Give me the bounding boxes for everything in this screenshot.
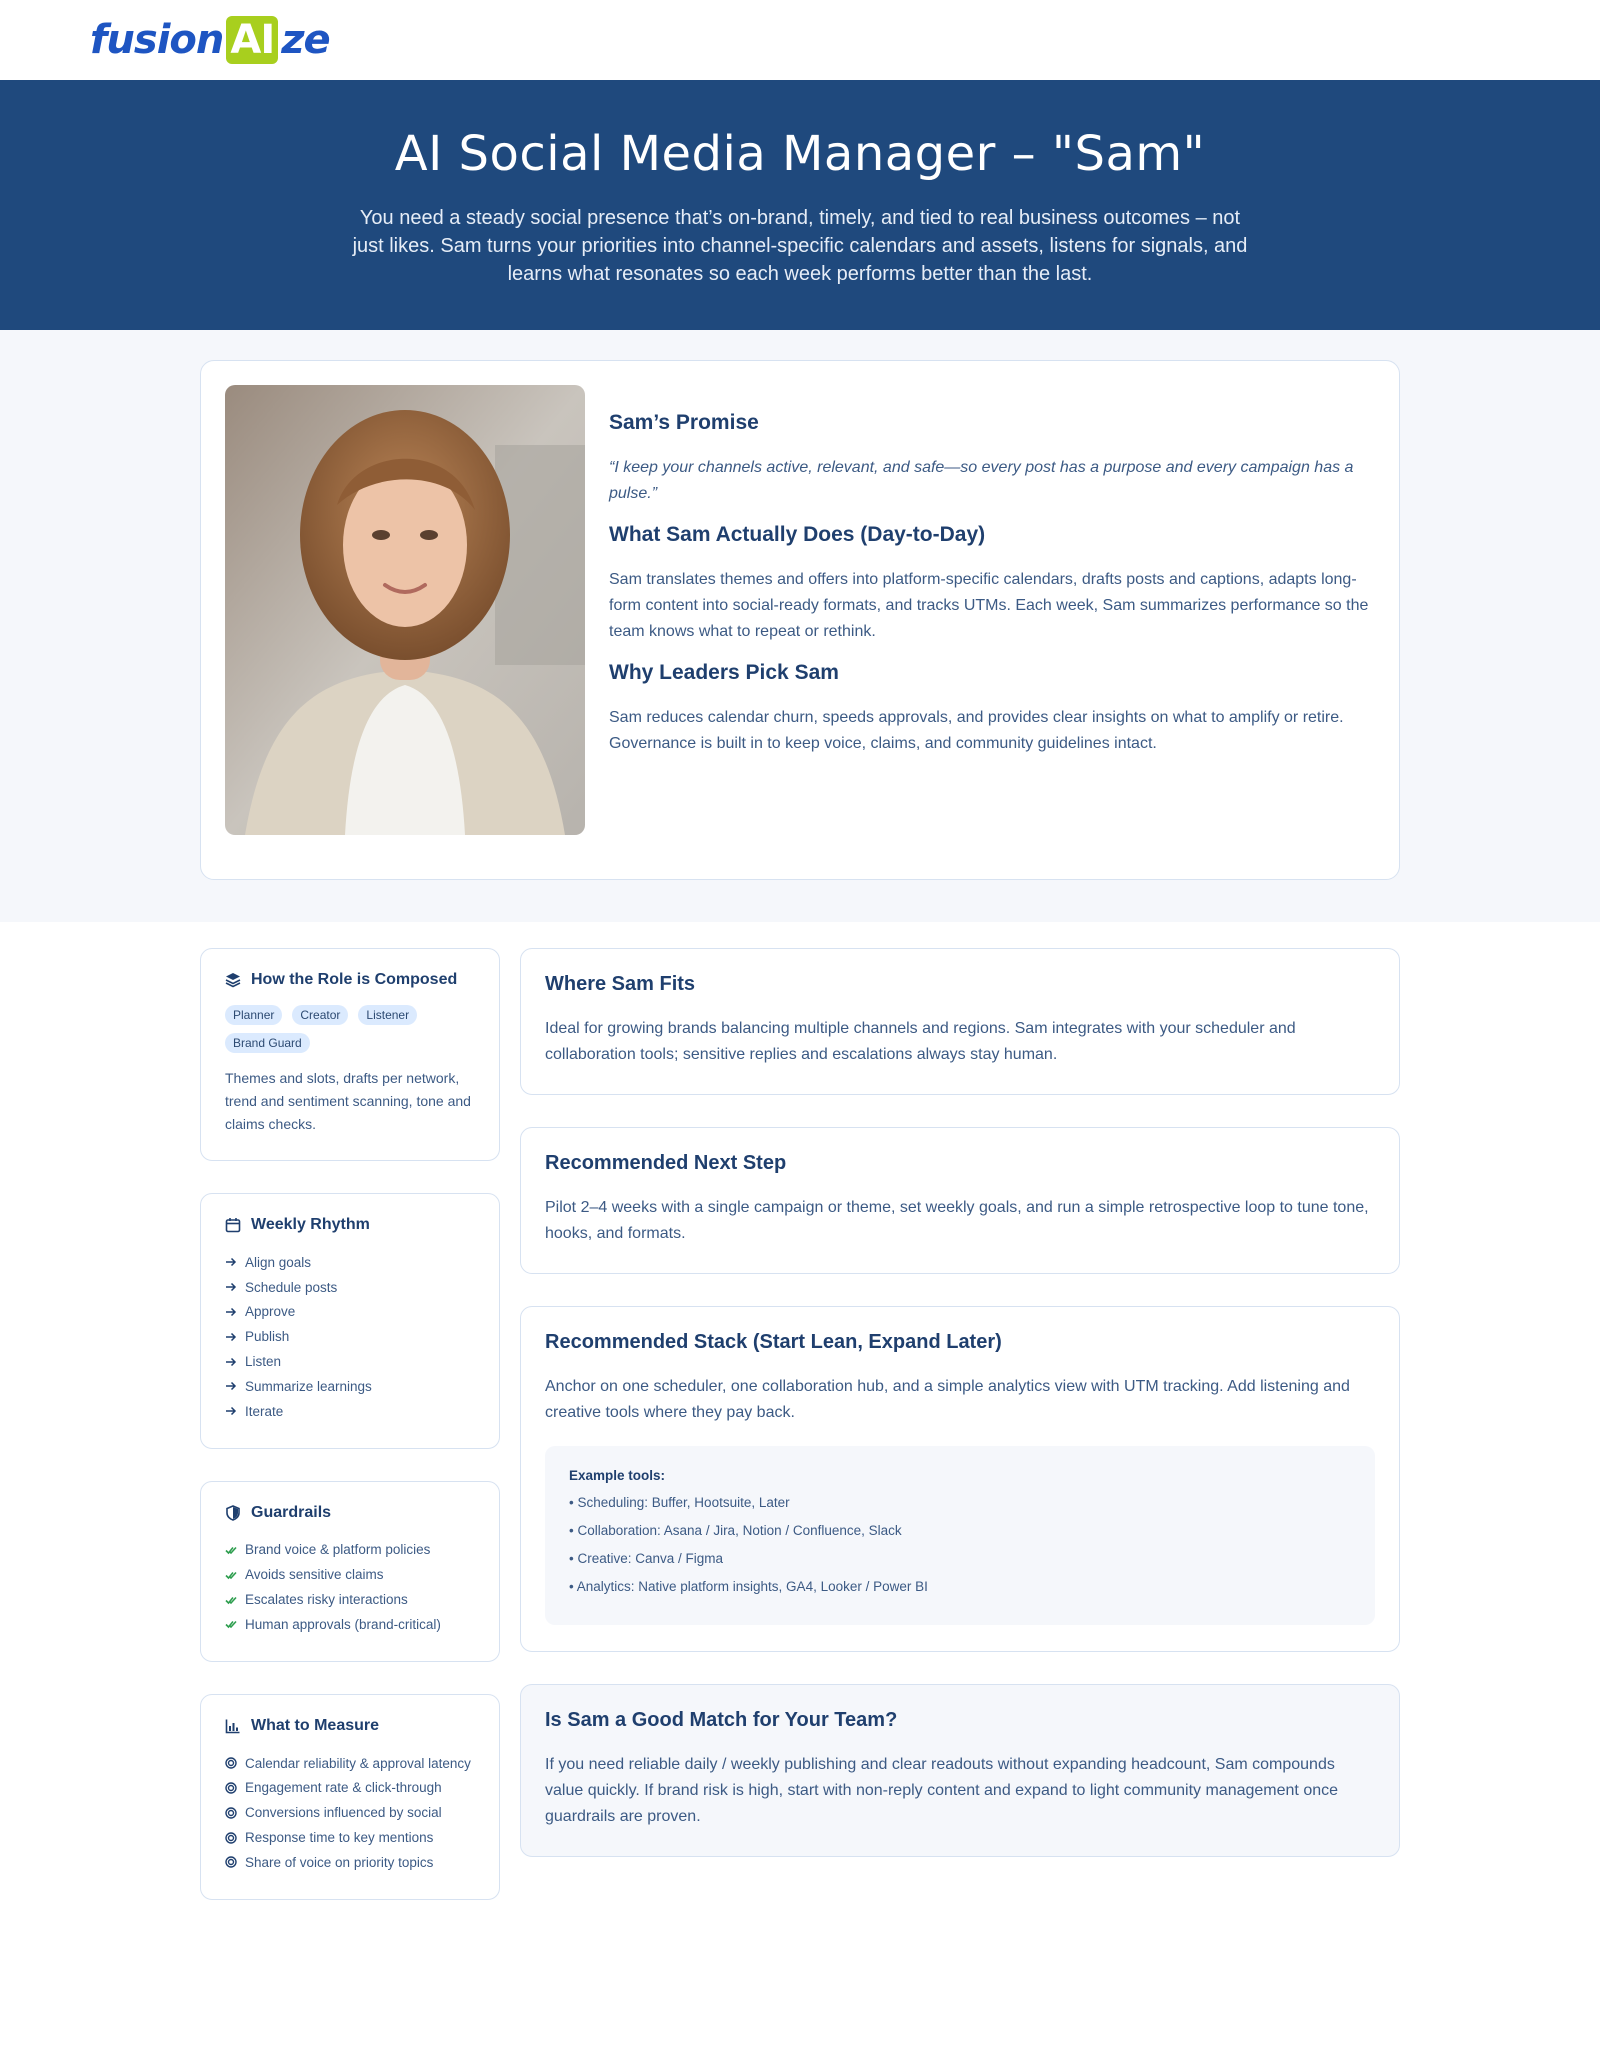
role-tags bbox=[225, 1005, 475, 1053]
measure-item: Conversions influenced by social bbox=[245, 1805, 442, 1821]
target-icon bbox=[225, 1807, 237, 1819]
rhythm-item: Listen bbox=[245, 1354, 282, 1370]
rhythm-item: Align goals bbox=[245, 1254, 312, 1270]
profile-card bbox=[200, 360, 1400, 880]
logo-text-right: ze bbox=[281, 17, 330, 63]
fusionaize-logo[interactable] bbox=[90, 16, 330, 64]
double-check-icon bbox=[225, 1594, 237, 1606]
tag-brand-guard: Brand Guard bbox=[225, 1033, 310, 1053]
shield-icon bbox=[225, 1505, 241, 1521]
promise-quote: “I keep your channels active, relevant, and safe—so every post has a purpose and every campaign has a pulse.” bbox=[609, 459, 1354, 502]
rhythm-heading bbox=[225, 1216, 475, 1234]
fits-heading: Where Sam Fits bbox=[545, 973, 696, 995]
guardrail-item: Brand voice & platform policies bbox=[245, 1542, 431, 1558]
list-item bbox=[225, 1800, 475, 1825]
target-icon bbox=[225, 1832, 237, 1844]
example-tools-box bbox=[545, 1446, 1375, 1625]
rhythm-item: Iterate bbox=[245, 1403, 284, 1419]
double-check-icon bbox=[225, 1544, 237, 1556]
bar-chart-icon bbox=[225, 1718, 241, 1734]
stack-heading: Recommended Stack (Start Lean, Expand Later) bbox=[545, 1331, 1002, 1353]
rhythm-item: Schedule posts bbox=[245, 1279, 338, 1295]
list-item bbox=[225, 1275, 475, 1300]
measure-item: Response time to key mentions bbox=[245, 1830, 434, 1846]
list-item bbox=[225, 1751, 475, 1776]
measure-heading bbox=[225, 1717, 475, 1735]
double-check-icon bbox=[225, 1569, 237, 1581]
target-icon bbox=[225, 1782, 237, 1794]
arrow-right-icon bbox=[225, 1306, 237, 1318]
list-item bbox=[225, 1825, 475, 1850]
next-step-heading: Recommended Next Step bbox=[545, 1152, 787, 1174]
rhythm-card bbox=[200, 1193, 500, 1449]
tag-creator: Creator bbox=[292, 1005, 348, 1025]
rhythm-item: Publish bbox=[245, 1329, 290, 1345]
fits-card bbox=[520, 948, 1400, 1095]
rhythm-title: Weekly Rhythm bbox=[251, 1216, 370, 1233]
arrow-right-icon bbox=[225, 1281, 237, 1293]
stack-text: Anchor on one scheduler, one collaboration hub, and a simple analytics view with UTM tracking. Add listening and creative tools where they pay back. bbox=[545, 1378, 1350, 1421]
tool-item: • Creative: Canva / Figma bbox=[569, 1551, 724, 1566]
measure-card bbox=[200, 1694, 500, 1900]
why-heading: Why Leaders Pick Sam bbox=[609, 661, 839, 684]
measure-list bbox=[225, 1751, 475, 1875]
list-item bbox=[225, 1250, 475, 1275]
tool-item: • Scheduling: Buffer, Hootsuite, Later bbox=[569, 1495, 790, 1510]
details-section bbox=[200, 948, 1400, 1900]
match-heading: Is Sam a Good Match for Your Team? bbox=[545, 1709, 898, 1731]
measure-item: Engagement rate & click-through bbox=[245, 1780, 442, 1796]
sam-portrait bbox=[225, 385, 585, 835]
list-item bbox=[225, 1300, 475, 1325]
list-item bbox=[225, 1612, 475, 1637]
target-icon bbox=[225, 1757, 237, 1769]
guardrail-item: Escalates risky interactions bbox=[245, 1592, 408, 1608]
does-heading: What Sam Actually Does (Day-to-Day) bbox=[609, 523, 986, 546]
composed-card bbox=[200, 948, 500, 1161]
tool-item: • Analytics: Native platform insights, GA4, Looker / Power BI bbox=[569, 1579, 928, 1594]
tag-planner: Planner bbox=[225, 1005, 282, 1025]
list-item bbox=[225, 1850, 475, 1875]
measure-item: Calendar reliability & approval latency bbox=[245, 1755, 471, 1771]
profile-section bbox=[0, 330, 1600, 922]
list-item bbox=[225, 1538, 475, 1563]
fits-text: Ideal for growing brands balancing multiple channels and regions. Sam integrates with your scheduler and collaboration tools; sensitive replies and escalations always stay human. bbox=[545, 1020, 1296, 1063]
list-item bbox=[225, 1374, 475, 1399]
measure-item: Share of voice on priority topics bbox=[245, 1854, 434, 1870]
tools-list bbox=[569, 1489, 1351, 1601]
composed-title: How the Role is Composed bbox=[251, 971, 458, 988]
tag-listener: Listener bbox=[358, 1005, 417, 1025]
calendar-icon bbox=[225, 1217, 241, 1233]
rhythm-list bbox=[225, 1250, 475, 1424]
list-item bbox=[225, 1587, 475, 1612]
logo-text-ai: AI bbox=[226, 16, 278, 64]
does-text: Sam translates themes and offers into platform-specific calendars, drafts posts and captions, adapts long-form content into social-ready formats, and tracks UTMs. Each week, Sam summarizes performance so the team knows what to repeat or rethink. bbox=[609, 571, 1369, 640]
composed-heading bbox=[225, 971, 475, 989]
composed-text: Themes and slots, drafts per network, trend and sentiment scanning, tone and claims checks. bbox=[225, 1070, 471, 1132]
tool-item: • Collaboration: Asana / Jira, Notion / Confluence, Slack bbox=[569, 1523, 902, 1538]
guardrails-heading bbox=[225, 1504, 475, 1522]
list-item bbox=[225, 1324, 475, 1349]
rhythm-item: Summarize learnings bbox=[245, 1378, 372, 1394]
next-step-text: Pilot 2–4 weeks with a single campaign or theme, set weekly goals, and run a simple retrospective loop to tune tone, hooks, and formats. bbox=[545, 1199, 1369, 1242]
guardrails-card bbox=[200, 1481, 500, 1662]
list-item bbox=[225, 1562, 475, 1587]
arrow-right-icon bbox=[225, 1256, 237, 1268]
double-check-icon bbox=[225, 1618, 237, 1630]
match-text: If you need reliable daily / weekly publishing and clear readouts without expanding headcount, Sam compounds value quickly. If brand risk is high, start with non-reply content and expand to light community management once guardrails are proven. bbox=[545, 1756, 1339, 1825]
stack-card bbox=[520, 1306, 1400, 1652]
hero-banner bbox=[0, 80, 1600, 330]
list-item bbox=[225, 1399, 475, 1424]
rhythm-item: Approve bbox=[245, 1304, 296, 1320]
arrow-right-icon bbox=[225, 1331, 237, 1343]
guardrail-item: Avoids sensitive claims bbox=[245, 1567, 384, 1583]
list-item bbox=[225, 1776, 475, 1801]
target-icon bbox=[225, 1856, 237, 1868]
tools-title: Example tools: bbox=[569, 1468, 666, 1483]
next-step-card bbox=[520, 1127, 1400, 1274]
promise-heading: Sam’s Promise bbox=[609, 411, 759, 434]
match-card bbox=[520, 1684, 1400, 1857]
profile-text bbox=[609, 385, 1375, 855]
arrow-right-icon bbox=[225, 1356, 237, 1368]
list-item bbox=[225, 1349, 475, 1374]
guardrails-list bbox=[225, 1538, 475, 1637]
layers-icon bbox=[225, 972, 241, 988]
measure-title: What to Measure bbox=[251, 1716, 380, 1734]
why-text: Sam reduces calendar churn, speeds approvals, and provides clear insights on what to amplify or retire. Governance is built in to keep voice, claims, and community guidelines intact. bbox=[609, 709, 1344, 752]
arrow-right-icon bbox=[225, 1380, 237, 1392]
arrow-right-icon bbox=[225, 1405, 237, 1417]
sidebar bbox=[200, 948, 500, 1900]
page-title: AI Social Media Manager – "Sam" bbox=[394, 126, 1206, 182]
logo-text-left: fusion bbox=[90, 17, 224, 63]
hero-subtitle: You need a steady social presence that’s on-brand, timely, and tied to real business outcomes – not just likes. Sam turns your priorities into channel-specific calendars and assets, listens for signals, and learns what resonates so each week performs better than the last. bbox=[352, 207, 1248, 285]
main-content bbox=[520, 948, 1400, 1900]
guardrail-item: Human approvals (brand-critical) bbox=[245, 1616, 441, 1632]
guardrails-title: Guardrails bbox=[251, 1503, 332, 1521]
top-bar bbox=[0, 0, 1600, 80]
